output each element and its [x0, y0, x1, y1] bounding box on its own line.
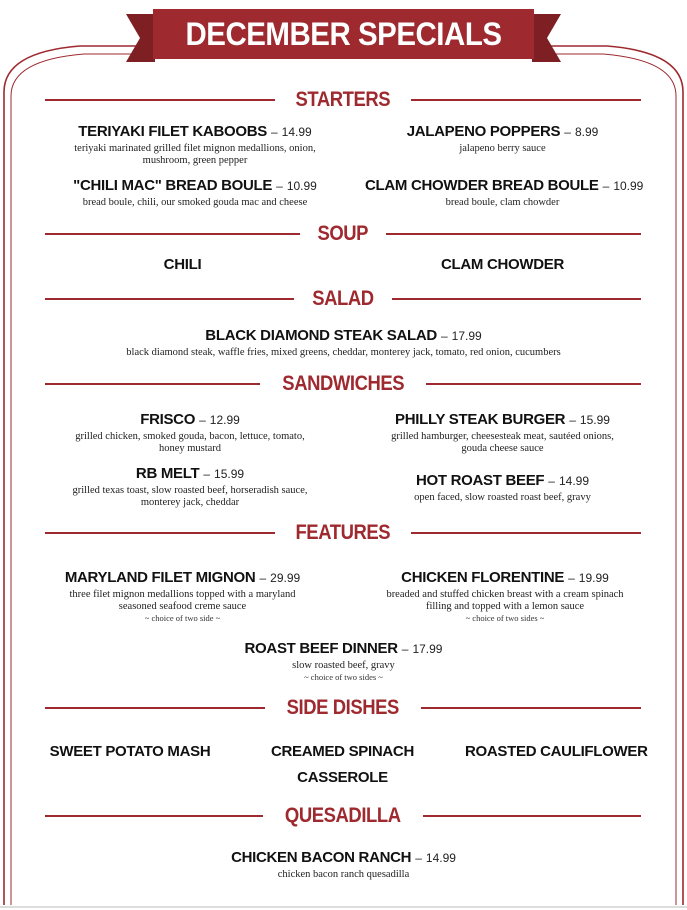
section-title-salad: SALAD: [312, 287, 374, 310]
item-desc: grilled chicken, smoked gouda, bacon, lettuce, tomato, honey mustard: [75, 431, 305, 454]
item-desc: teriyaki marinated grilled filet mignon medallions, onion, mushroom, green pepper: [74, 143, 316, 166]
item-name: CHICKEN FLORENTINE: [401, 569, 565, 586]
item-price: 19.99: [578, 571, 609, 585]
item-price: 14.99: [558, 474, 590, 488]
menu-item-chicken-florentine: CHICKEN FLORENTINE – 19.99 breaded and stuffed chicken breast with a cream spinach filling and topped with a lemon sauce ~ choice of two sides ~: [355, 568, 655, 624]
section-title-sandwiches: SANDWICHES: [282, 372, 404, 395]
menu-item-jalapeno: JALAPENO POPPERS – 8.99 jalapeno berry sauce: [370, 122, 635, 155]
section-title-soup: SOUP: [317, 222, 369, 245]
item-name: JALAPENO POPPERS: [406, 123, 561, 140]
item-price: 14.99: [281, 125, 312, 139]
section-sandwiches: [45, 371, 641, 397]
banner-tail-left: [126, 14, 155, 62]
item-name: ROAST BEEF DINNER: [244, 640, 398, 657]
menu-item-hot-roast-beef: HOT ROAST BEEF – 14.99 open faced, slow roasted roast beef, gravy: [370, 471, 635, 504]
section-starters: [45, 87, 641, 113]
item-price: 10.99: [286, 179, 317, 193]
item-name: RB MELT: [135, 465, 200, 482]
item-desc: black diamond steak, waffle fries, mixed greens, cheddar, monterey jack, tomato, red onion, cucumbers: [126, 347, 561, 358]
section-features: [45, 520, 641, 546]
item-desc: jalapeno berry sauce: [459, 143, 546, 154]
menu-item-steak-salad: BLACK DIAMOND STEAK SALAD – 17.99 black diamond steak, waffle fries, mixed greens, cheddar, monterey jack, tomato, red onion, cucumbers: [60, 326, 627, 359]
item-name: FRISCO: [140, 411, 196, 428]
section-side-dishes: [45, 695, 641, 721]
header-banner: [153, 9, 534, 59]
section-soup: [45, 221, 641, 247]
item-name: PHILLY STEAK BURGER: [395, 411, 566, 428]
item-price: 8.99: [574, 125, 599, 139]
item-name: "CHILI MAC" BREAD BOULE: [73, 177, 273, 194]
item-price: 15.99: [214, 467, 245, 481]
item-price: 17.99: [412, 642, 443, 656]
section-title-features: FEATURES: [295, 521, 391, 544]
item-price: 17.99: [451, 329, 482, 343]
item-desc: bread boule, chili, our smoked gouda mac and cheese: [82, 197, 308, 208]
banner-tail-right: [532, 14, 561, 62]
item-name: HOT ROAST BEEF: [415, 472, 545, 489]
item-name: CLAM CHOWDER BREAD BOULE: [365, 177, 599, 194]
page-title: DECEMBER SPECIALS: [185, 16, 502, 52]
section-title-starters: STARTERS: [295, 88, 391, 111]
menu-item-filet-mignon: MARYLAND FILET MIGNON – 29.99 three filet mignon medallions topped with a maryland seasoned seafood creme sauce ~ choice of two side ~: [30, 568, 335, 624]
item-note: ~ choice of two side ~: [144, 613, 221, 623]
item-desc: bread boule, clam chowder: [445, 197, 560, 208]
item-note: ~ choice of two sides ~: [465, 613, 545, 623]
menu-item-creamed-spinach: CREAMED SPINACH CASSEROLE: [270, 743, 414, 786]
menu-item-frisco: FRISCO – 12.99 grilled chicken, smoked gouda, bacon, lettuce, tomato, honey mustard: [40, 410, 340, 455]
menu-item-roasted-cauliflower: ROASTED CAULIFLOWER: [465, 743, 648, 760]
menu-item-philly: PHILLY STEAK BURGER – 15.99 grilled hamburger, cheesesteak meat, sautéed onions, gouda cheese sauce: [365, 410, 640, 455]
item-desc: slow roasted beef, gravy: [292, 660, 395, 671]
item-name: TERIYAKI FILET KABOOBS: [78, 123, 267, 140]
section-quesadilla: [45, 803, 641, 829]
menu-item-rb-melt: RB MELT – 15.99 grilled texas toast, slow roasted beef, horseradish sauce, monterey jack, cheddar: [40, 464, 340, 509]
item-price: 10.99: [613, 179, 644, 193]
item-desc: three filet mignon medallions topped with a maryland seasoned seafood creme sauce: [69, 589, 296, 612]
item-name: MARYLAND FILET MIGNON: [64, 569, 256, 586]
menu-item-clam-chowder: CLAM CHOWDER: [440, 256, 565, 273]
item-name: CHICKEN BACON RANCH: [231, 849, 412, 866]
section-title-quesadilla: QUESADILLA: [285, 804, 401, 827]
item-desc: grilled hamburger, cheesesteak meat, sautéed onions, gouda cheese sauce: [391, 431, 614, 454]
item-name: BLACK DIAMOND STEAK SALAD: [205, 327, 437, 344]
menu-item-teriyaki: TERIYAKI FILET KABOOBS – 14.99 teriyaki marinated grilled filet mignon medallions, onion, mushroom, green pepper: [25, 122, 365, 167]
item-price: 12.99: [209, 413, 240, 427]
item-desc: open faced, slow roasted roast beef, gravy: [414, 492, 591, 503]
section-salad: [45, 286, 641, 312]
menu-item-roast-beef-dinner: ROAST BEEF DINNER – 17.99 slow roasted beef, gravy ~ choice of two sides ~: [200, 639, 487, 683]
item-desc: grilled texas toast, slow roasted beef, horseradish sauce, monterey jack, cheddar: [72, 485, 308, 508]
menu-item-sweet-potato-mash: SWEET POTATO MASH: [49, 743, 211, 760]
item-note: ~ choice of two sides ~: [304, 672, 383, 682]
item-price: 29.99: [270, 571, 301, 585]
item-price: 14.99: [425, 851, 456, 865]
menu-item-chicken-bacon-ranch: CHICKEN BACON RANCH – 14.99 chicken bacon ranch quesadilla: [190, 848, 497, 881]
section-title-side-dishes: SIDE DISHES: [286, 696, 400, 719]
item-desc: chicken bacon ranch quesadilla: [277, 869, 410, 880]
item-price: 15.99: [579, 413, 610, 427]
menu-item-chili: CHILI: [163, 256, 202, 273]
item-desc: breaded and stuffed chicken breast with a cream spinach filling and topped with a lemon sauce: [386, 589, 624, 612]
menu-item-chili-mac: "CHILI MAC" BREAD BOULE – 10.99 bread boule, chili, our smoked gouda mac and cheese: [25, 176, 365, 209]
menu-item-clam-boule: CLAM CHOWDER BREAD BOULE – 10.99 bread boule, clam chowder: [365, 177, 644, 208]
